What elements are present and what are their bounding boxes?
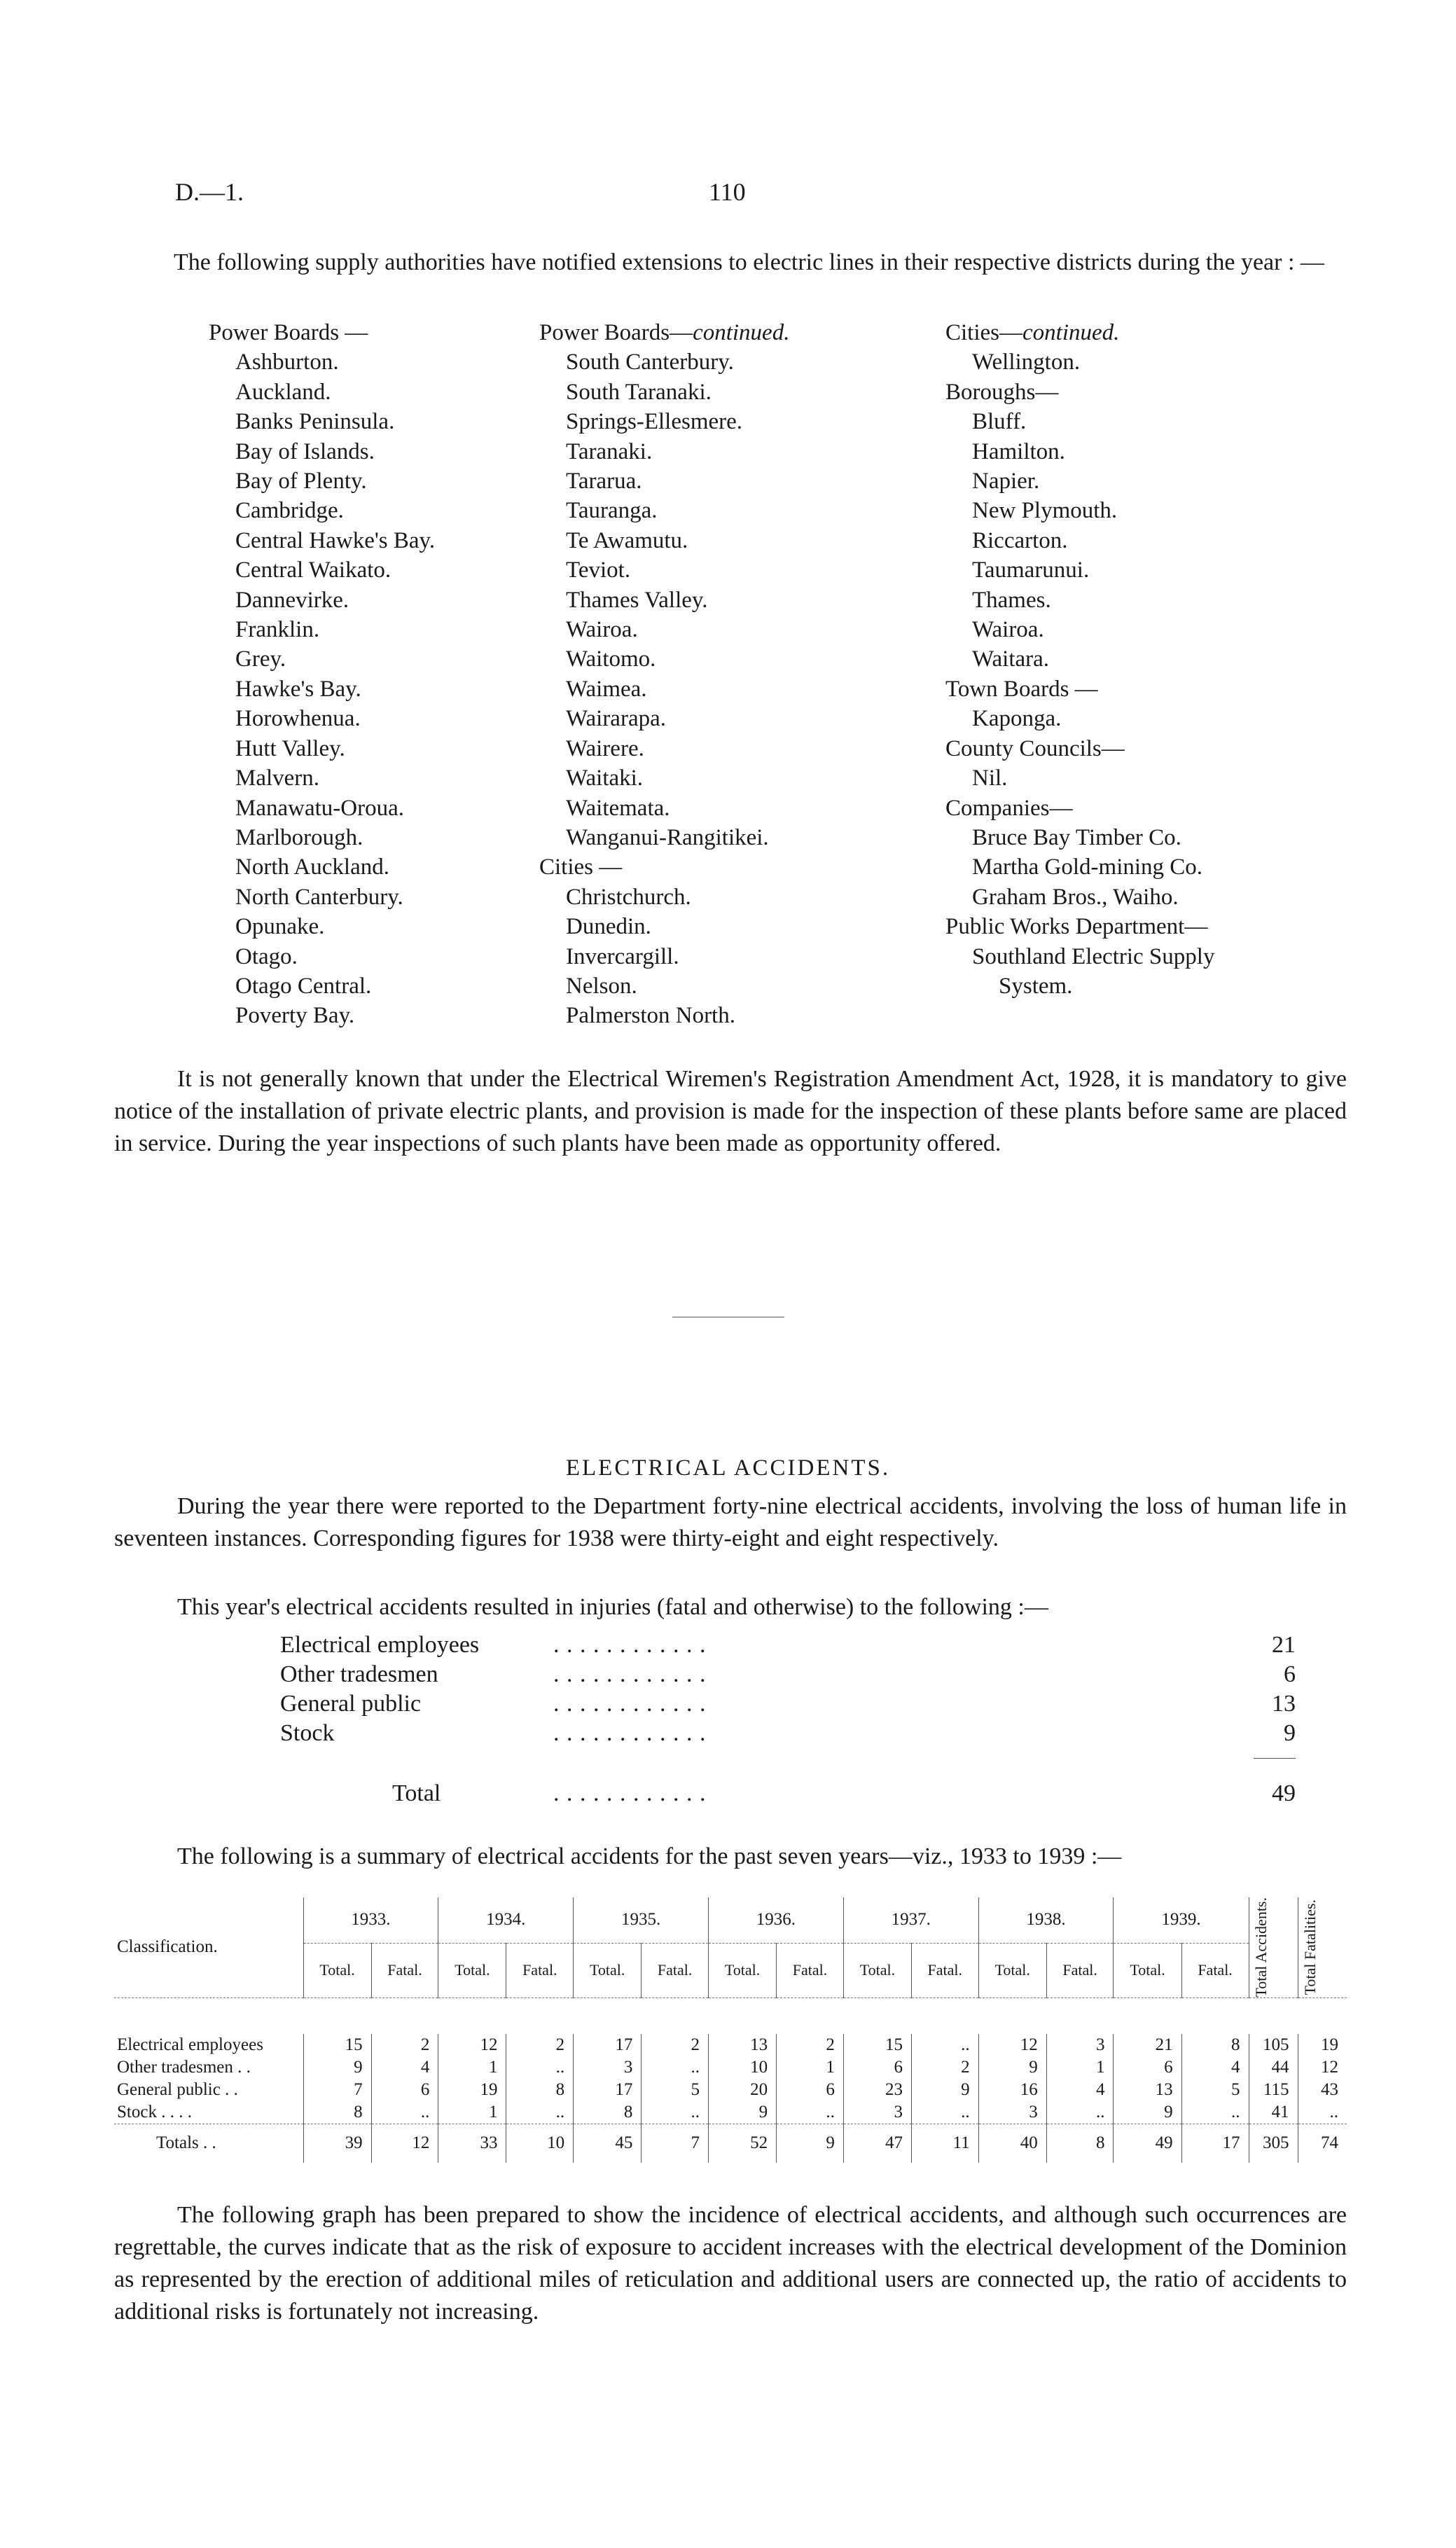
list-item-continued: continued. [693, 320, 790, 345]
list-item-text: Hutt Valley. [235, 735, 345, 761]
list-item-text: Bay of Plenty. [235, 469, 367, 494]
leader-dots: . . . . . . . . . . . . [553, 1720, 707, 1746]
accidents-summary-table [114, 1897, 1347, 2163]
list-item [209, 794, 435, 823]
list-item [209, 615, 435, 644]
list-item [539, 407, 789, 436]
table-cell: .. [1298, 2101, 1347, 2124]
list-item-text: Palmerston North. [566, 1003, 735, 1029]
subheader-total: Total. [708, 1943, 776, 1997]
totals-cell: 74 [1298, 2124, 1347, 2163]
table-cell: 8 [1181, 2034, 1249, 2056]
table-cell: .. [642, 2101, 709, 2124]
page-number: 110 [709, 178, 746, 206]
list-item [539, 586, 789, 615]
list-item-text: System. [999, 973, 1073, 999]
table-cell: 3 [843, 2101, 911, 2124]
table-cell: 21 [1114, 2034, 1181, 2056]
year-header: 1937. [843, 1897, 978, 1943]
table-cell: 4 [1046, 2079, 1114, 2101]
table-cell: 2 [371, 2034, 438, 2056]
totals-row [114, 2124, 1347, 2163]
list-item [209, 912, 435, 941]
list-item-text: North Canterbury. [235, 884, 403, 910]
table-cell: 9 [978, 2056, 1046, 2079]
list-item-text: Grey. [235, 646, 286, 672]
totals-cell: 17 [1181, 2124, 1249, 2163]
table-row [114, 2034, 1347, 2056]
list-item-text: Waimea. [566, 676, 647, 702]
year-header: 1934. [438, 1897, 574, 1943]
table-cell: 7 [303, 2079, 371, 2101]
list-item [945, 763, 1214, 793]
total-rule [1254, 1758, 1296, 1759]
list-item [209, 734, 435, 763]
list-item [945, 466, 1214, 496]
list-item [209, 347, 435, 377]
list-heading [945, 734, 1214, 763]
table-cell: .. [911, 2034, 978, 2056]
list-item [539, 674, 789, 704]
list-item [945, 586, 1214, 615]
leader-dots: . . . . . . . . . . . . [553, 1691, 707, 1717]
table-cell: 9 [303, 2056, 371, 2079]
table-cell: 1 [438, 2056, 506, 2079]
table-cell: 8 [303, 2101, 371, 2124]
injury-value: 6 [1284, 1661, 1296, 1687]
list-item [945, 704, 1214, 733]
totals-cell: 40 [978, 2124, 1046, 2163]
list-item [209, 674, 435, 704]
subheader-total: Total. [574, 1943, 642, 1997]
row-label: Stock . . . . [117, 2102, 192, 2121]
list-item-text: Christchurch. [566, 884, 691, 910]
injury-value: 9 [1284, 1720, 1296, 1746]
list-item [209, 852, 435, 882]
list-item-text: South Taranaki. [566, 379, 712, 405]
list-item [539, 912, 789, 941]
graph-paragraph: The following graph has been prepared to show the incidence of electrical accidents, and although such occurrences are regrettable, the curves indicate that as the risk of exposure to accident increases with the electrical development of the Dominion as represented by the erection of additional miles of reticulation and additional users are connected up, the ratio of accidents to additional risks is fortunately not increasing. [114, 2202, 1347, 2325]
list-item [539, 1001, 789, 1030]
table-cell: 12 [438, 2034, 506, 2056]
totals-cell: 49 [1114, 2124, 1181, 2163]
totals-cell: 39 [303, 2124, 371, 2163]
injury-label: General public [280, 1691, 422, 1717]
table-cell: 1 [1046, 2056, 1114, 2079]
list-item-text: Southland Electric Supply [972, 943, 1215, 969]
list-item-text: Franklin. [235, 617, 320, 643]
list-item-text: Taumarunui. [972, 558, 1090, 583]
table-cell: 20 [708, 2079, 776, 2101]
list-item-text: Public Works Department— [945, 914, 1208, 940]
list-item-text: Poverty Bay. [235, 1003, 355, 1029]
list-item-text: Martha Gold-mining Co. [972, 854, 1203, 880]
summary-table-body [114, 2034, 1347, 2124]
table-cell: 5 [1181, 2079, 1249, 2101]
table-cell: .. [642, 2056, 709, 2079]
injuries-intro: This year's electrical accidents resulted in injuries (fatal and otherwise) to the following :— [177, 1594, 1048, 1620]
subheader-fatal: Fatal. [1181, 1943, 1249, 1997]
list-item-text: Bluff. [972, 409, 1027, 435]
list-item-text: Dannevirke. [235, 587, 349, 613]
list-item-text: Otago. [235, 943, 298, 969]
totals-cell: 52 [708, 2124, 776, 2163]
list-item [539, 615, 789, 644]
subheader-fatal: Fatal. [777, 1943, 844, 1997]
table-cell: 4 [371, 2056, 438, 2079]
injury-label: Other tradesmen [280, 1661, 438, 1687]
list-item-text: South Canterbury. [566, 349, 734, 375]
list-item-text: North Auckland. [235, 854, 389, 880]
totals-label: Totals . . [114, 2124, 303, 2163]
list-item [209, 378, 435, 407]
list-item-text: Nelson. [566, 973, 637, 999]
list-item [945, 496, 1214, 525]
row-label: Other tradesmen . . [117, 2058, 251, 2077]
list-item [539, 794, 789, 823]
list-item [539, 437, 789, 466]
list-item [539, 971, 789, 1001]
list-item [209, 882, 435, 912]
list-item [209, 942, 435, 971]
totals-cell: 10 [506, 2124, 574, 2163]
authorities-column-2 [539, 318, 789, 1031]
list-item-text: Ashburton. [235, 349, 339, 375]
list-item-text: County Councils— [945, 735, 1125, 761]
list-item [539, 347, 789, 377]
intro-paragraph: The following supply authorities have notified extensions to electric lines in their respective districts during the year : — [174, 249, 1324, 275]
table-cell: 1 [438, 2101, 506, 2124]
list-item-text: Marlborough. [235, 824, 363, 850]
list-item [539, 555, 789, 585]
table-cell: 15 [843, 2034, 911, 2056]
list-item [945, 526, 1214, 555]
table-cell: 8 [574, 2101, 642, 2124]
totals-cell: 9 [777, 2124, 844, 2163]
list-item [945, 852, 1214, 882]
injury-value: 13 [1272, 1691, 1296, 1717]
list-item-text: Invercargill. [566, 943, 679, 969]
subheader-fatal: Fatal. [371, 1943, 438, 1997]
injury-row-general-public [280, 1691, 1296, 1720]
leader-dots: . . . . . . . . . . . . [553, 1661, 707, 1687]
totals-cell: 45 [574, 2124, 642, 2163]
list-item [945, 615, 1214, 644]
list-item-text: Waitomo. [566, 646, 656, 672]
injury-label: Electrical employees [280, 1632, 480, 1658]
list-heading [539, 318, 789, 347]
list-item-text: Power Boards— [539, 320, 693, 345]
table-cell: 4 [1181, 2056, 1249, 2079]
table-spacer [114, 1997, 1347, 2034]
list-item [539, 942, 789, 971]
injury-row-electrical-employees [280, 1632, 1296, 1661]
table-cell: 8 [506, 2079, 574, 2101]
list-item [209, 466, 435, 496]
list-item-text: Tararua. [566, 469, 642, 494]
list-item [539, 496, 789, 525]
totals-cell: 47 [843, 2124, 911, 2163]
list-item [945, 823, 1214, 852]
table-cell: 115 [1249, 2079, 1298, 2101]
list-item-text: Central Hawke's Bay. [235, 527, 436, 553]
table-cell: 2 [911, 2056, 978, 2079]
list-item [945, 347, 1214, 377]
table-cell: 17 [574, 2079, 642, 2101]
injury-value: 21 [1272, 1632, 1296, 1658]
list-item-text: Horowhenua. [235, 706, 361, 732]
leader-dots: . . . . . . . . . . . . [553, 1632, 707, 1658]
list-item [539, 704, 789, 733]
list-item-text: Power Boards — [209, 320, 368, 345]
list-heading [209, 318, 435, 347]
list-item-text: Cambridge. [235, 498, 344, 524]
totals-cell: 305 [1249, 2124, 1298, 2163]
list-item-text: Auckland. [235, 379, 331, 405]
list-item-text: Bay of Islands. [235, 438, 375, 464]
list-item [209, 704, 435, 733]
table-cell: 13 [1114, 2079, 1181, 2101]
classification-header: Classification. [117, 1937, 218, 1957]
year-header: 1936. [708, 1897, 843, 1943]
list-item-text: Wairoa. [566, 617, 638, 643]
subheader-total: Total. [303, 1943, 371, 1997]
leader-dots: . . . . . . . . . . . . [553, 1780, 707, 1806]
table-cell: .. [777, 2101, 844, 2124]
list-item-text: Waitemata. [566, 795, 670, 821]
total-value: 49 [1272, 1780, 1296, 1806]
list-item-text: Wellington. [972, 349, 1081, 375]
list-item-text: Cities — [539, 854, 623, 880]
table-cell: 5 [642, 2079, 709, 2101]
list-heading [945, 912, 1214, 941]
list-item-text: Graham Bros., Waiho. [972, 884, 1179, 910]
subheader-total: Total. [1114, 1943, 1181, 1997]
table-row [114, 2079, 1347, 2101]
table-cell: 10 [708, 2056, 776, 2079]
table-cell: 9 [1114, 2101, 1181, 2124]
list-item-text: Banks Peninsula. [235, 409, 395, 435]
table-cell: 16 [978, 2079, 1046, 2101]
total-accidents-header [1249, 1897, 1298, 1997]
list-item [539, 644, 789, 674]
list-item [945, 971, 1214, 1001]
subheader-fatal: Fatal. [506, 1943, 574, 1997]
list-item-text: Town Boards — [945, 676, 1098, 702]
list-item [945, 555, 1214, 585]
list-item-text: Taranaki. [566, 438, 653, 464]
list-item [209, 496, 435, 525]
list-item [539, 823, 789, 852]
table-row [114, 2056, 1347, 2079]
list-item [209, 763, 435, 793]
totals-cell: 7 [642, 2124, 709, 2163]
list-item-text: Thames Valley. [566, 587, 708, 613]
list-heading [945, 318, 1214, 347]
list-item [209, 1001, 435, 1030]
list-item-text: Manawatu-Oroua. [235, 795, 404, 821]
year-header: 1935. [574, 1897, 709, 1943]
subheader-total: Total. [843, 1943, 911, 1997]
list-item [209, 971, 435, 1001]
table-cell: 43 [1298, 2079, 1347, 2101]
table-cell: .. [1181, 2101, 1249, 2124]
list-item-text: Bruce Bay Timber Co. [972, 824, 1181, 850]
injury-row-stock [280, 1720, 1296, 1750]
year-header: 1933. [303, 1897, 438, 1943]
list-item-text: Wairere. [566, 735, 644, 761]
list-item [539, 378, 789, 407]
list-item-continued: continued. [1022, 320, 1120, 345]
table-cell: .. [371, 2101, 438, 2124]
subheader-fatal: Fatal. [642, 1943, 709, 1997]
total-fatalities-header [1298, 1897, 1347, 1997]
totals-cell: 8 [1046, 2124, 1114, 2163]
list-item-text: Central Waikato. [235, 558, 391, 583]
list-item-text: Wanganui-Rangitikei. [566, 824, 769, 850]
table-row [114, 2101, 1347, 2124]
total-fatalities-label: Total Fatalities. [1301, 1899, 1319, 1995]
table-cell: 17 [574, 2034, 642, 2056]
injury-label: Stock [280, 1720, 335, 1746]
list-item-text: Hawke's Bay. [235, 676, 361, 702]
list-item-text: Hamilton. [972, 438, 1065, 464]
list-item-text: Thames. [972, 587, 1051, 613]
section-title: ELECTRICAL ACCIDENTS. [565, 1455, 891, 1481]
table-cell: 3 [1046, 2034, 1114, 2056]
list-item [209, 823, 435, 852]
list-item-text: Nil. [972, 766, 1008, 791]
table-cell: 3 [978, 2101, 1046, 2124]
list-item [539, 763, 789, 793]
list-item-text: Malvern. [235, 766, 320, 791]
table-cell: 2 [777, 2034, 844, 2056]
injury-row-other-tradesmen [280, 1661, 1296, 1691]
list-item [945, 644, 1214, 674]
list-item-text: Teviot. [566, 558, 631, 583]
list-item [539, 882, 789, 912]
list-item-text: Wairoa. [972, 617, 1044, 643]
table-cell: 12 [978, 2034, 1046, 2056]
list-item-text: Otago Central. [235, 973, 372, 999]
table-cell: 2 [506, 2034, 574, 2056]
list-item-text: New Plymouth. [972, 498, 1118, 524]
list-item [945, 437, 1214, 466]
table-cell: 41 [1249, 2101, 1298, 2124]
list-item [209, 437, 435, 466]
table-cell: .. [506, 2056, 574, 2079]
wiremen-paragraph: It is not generally known that under the Electrical Wiremen's Registration Amendment Act, 1928, it is mandatory to give notice of the installation of private electric plants, and provision is made for the inspection of these plants before same are placed in service. During the year inspections of such plants have been made as opportunity offered. [114, 1066, 1347, 1156]
list-item-text: Kaponga. [972, 706, 1062, 732]
table-cell: 6 [843, 2056, 911, 2079]
table-cell: 9 [911, 2079, 978, 2101]
list-item-text: Waitaki. [566, 766, 644, 791]
list-heading [945, 794, 1214, 823]
table-cell: 6 [371, 2079, 438, 2101]
accidents-paragraph: During the year there were reported to the Department forty-nine electrical accidents, involving the loss of human life in seventeen instances. Corresponding figures for 1938 were thirty-eight and eight respectively. [114, 1493, 1347, 1551]
list-item-text: Opunake. [235, 914, 325, 940]
subheader-total: Total. [438, 1943, 506, 1997]
table-cell: 1 [777, 2056, 844, 2079]
list-item [945, 942, 1214, 971]
table-cell: 6 [777, 2079, 844, 2101]
list-item [209, 555, 435, 585]
subheader-fatal: Fatal. [1046, 1943, 1114, 1997]
table-cell: 19 [438, 2079, 506, 2101]
list-item-text: Te Awamutu. [566, 527, 688, 553]
authorities-column-3 [945, 318, 1214, 1001]
table-cell: 6 [1114, 2056, 1181, 2079]
subheader-total: Total. [978, 1943, 1046, 1997]
list-item-text: Boroughs— [945, 379, 1059, 405]
list-item-text: Riccarton. [972, 527, 1068, 553]
injury-total-row [280, 1780, 1296, 1810]
authorities-column-1 [209, 318, 435, 1031]
year-header: 1939. [1114, 1897, 1249, 1943]
list-heading [539, 852, 789, 882]
total-label: Total [392, 1780, 441, 1806]
list-item [539, 734, 789, 763]
list-item [209, 407, 435, 436]
list-item [209, 586, 435, 615]
table-cell: 23 [843, 2079, 911, 2101]
list-item [209, 526, 435, 555]
row-label: General public . . [117, 2080, 238, 2100]
list-heading [945, 674, 1214, 704]
totals-cell: 33 [438, 2124, 506, 2163]
list-item-text: Napier. [972, 469, 1040, 494]
list-item-text: Waitara. [972, 646, 1050, 672]
table-cell: 44 [1249, 2056, 1298, 2079]
table-cell: 13 [708, 2034, 776, 2056]
page-reference: D.—1. [175, 178, 244, 206]
list-item-text: Dunedin. [566, 914, 651, 940]
list-item [945, 407, 1214, 436]
list-heading [945, 378, 1214, 407]
totals-cell: 11 [911, 2124, 978, 2163]
table-cell: 12 [1298, 2056, 1347, 2079]
list-item-text: Springs-Ellesmere. [566, 409, 743, 435]
table-cell: .. [911, 2101, 978, 2124]
table-cell: .. [1046, 2101, 1114, 2124]
table-cell: .. [506, 2101, 574, 2124]
list-item-text: Companies— [945, 795, 1073, 821]
row-label: Electrical employees [117, 2035, 263, 2055]
table-cell: 105 [1249, 2034, 1298, 2056]
list-item-text: Tauranga. [566, 498, 658, 524]
table-cell: 3 [574, 2056, 642, 2079]
table-cell: 15 [303, 2034, 371, 2056]
list-item [539, 466, 789, 496]
table-cell: 9 [708, 2101, 776, 2124]
total-accidents-label: Total Accidents. [1252, 1897, 1270, 1997]
totals-cell: 12 [371, 2124, 438, 2163]
table-cell: 19 [1298, 2034, 1347, 2056]
subheader-fatal: Fatal. [911, 1943, 978, 1997]
list-item-text: Wairarapa. [566, 706, 666, 732]
list-item [209, 644, 435, 674]
summary-intro: The following is a summary of electrical accidents for the past seven years—viz., 1933 to 1939 :— [177, 1843, 1122, 1869]
list-item-text: Cities— [945, 320, 1023, 345]
table-cell: 2 [642, 2034, 709, 2056]
list-item [539, 526, 789, 555]
list-item [945, 882, 1214, 912]
year-header: 1938. [978, 1897, 1114, 1943]
